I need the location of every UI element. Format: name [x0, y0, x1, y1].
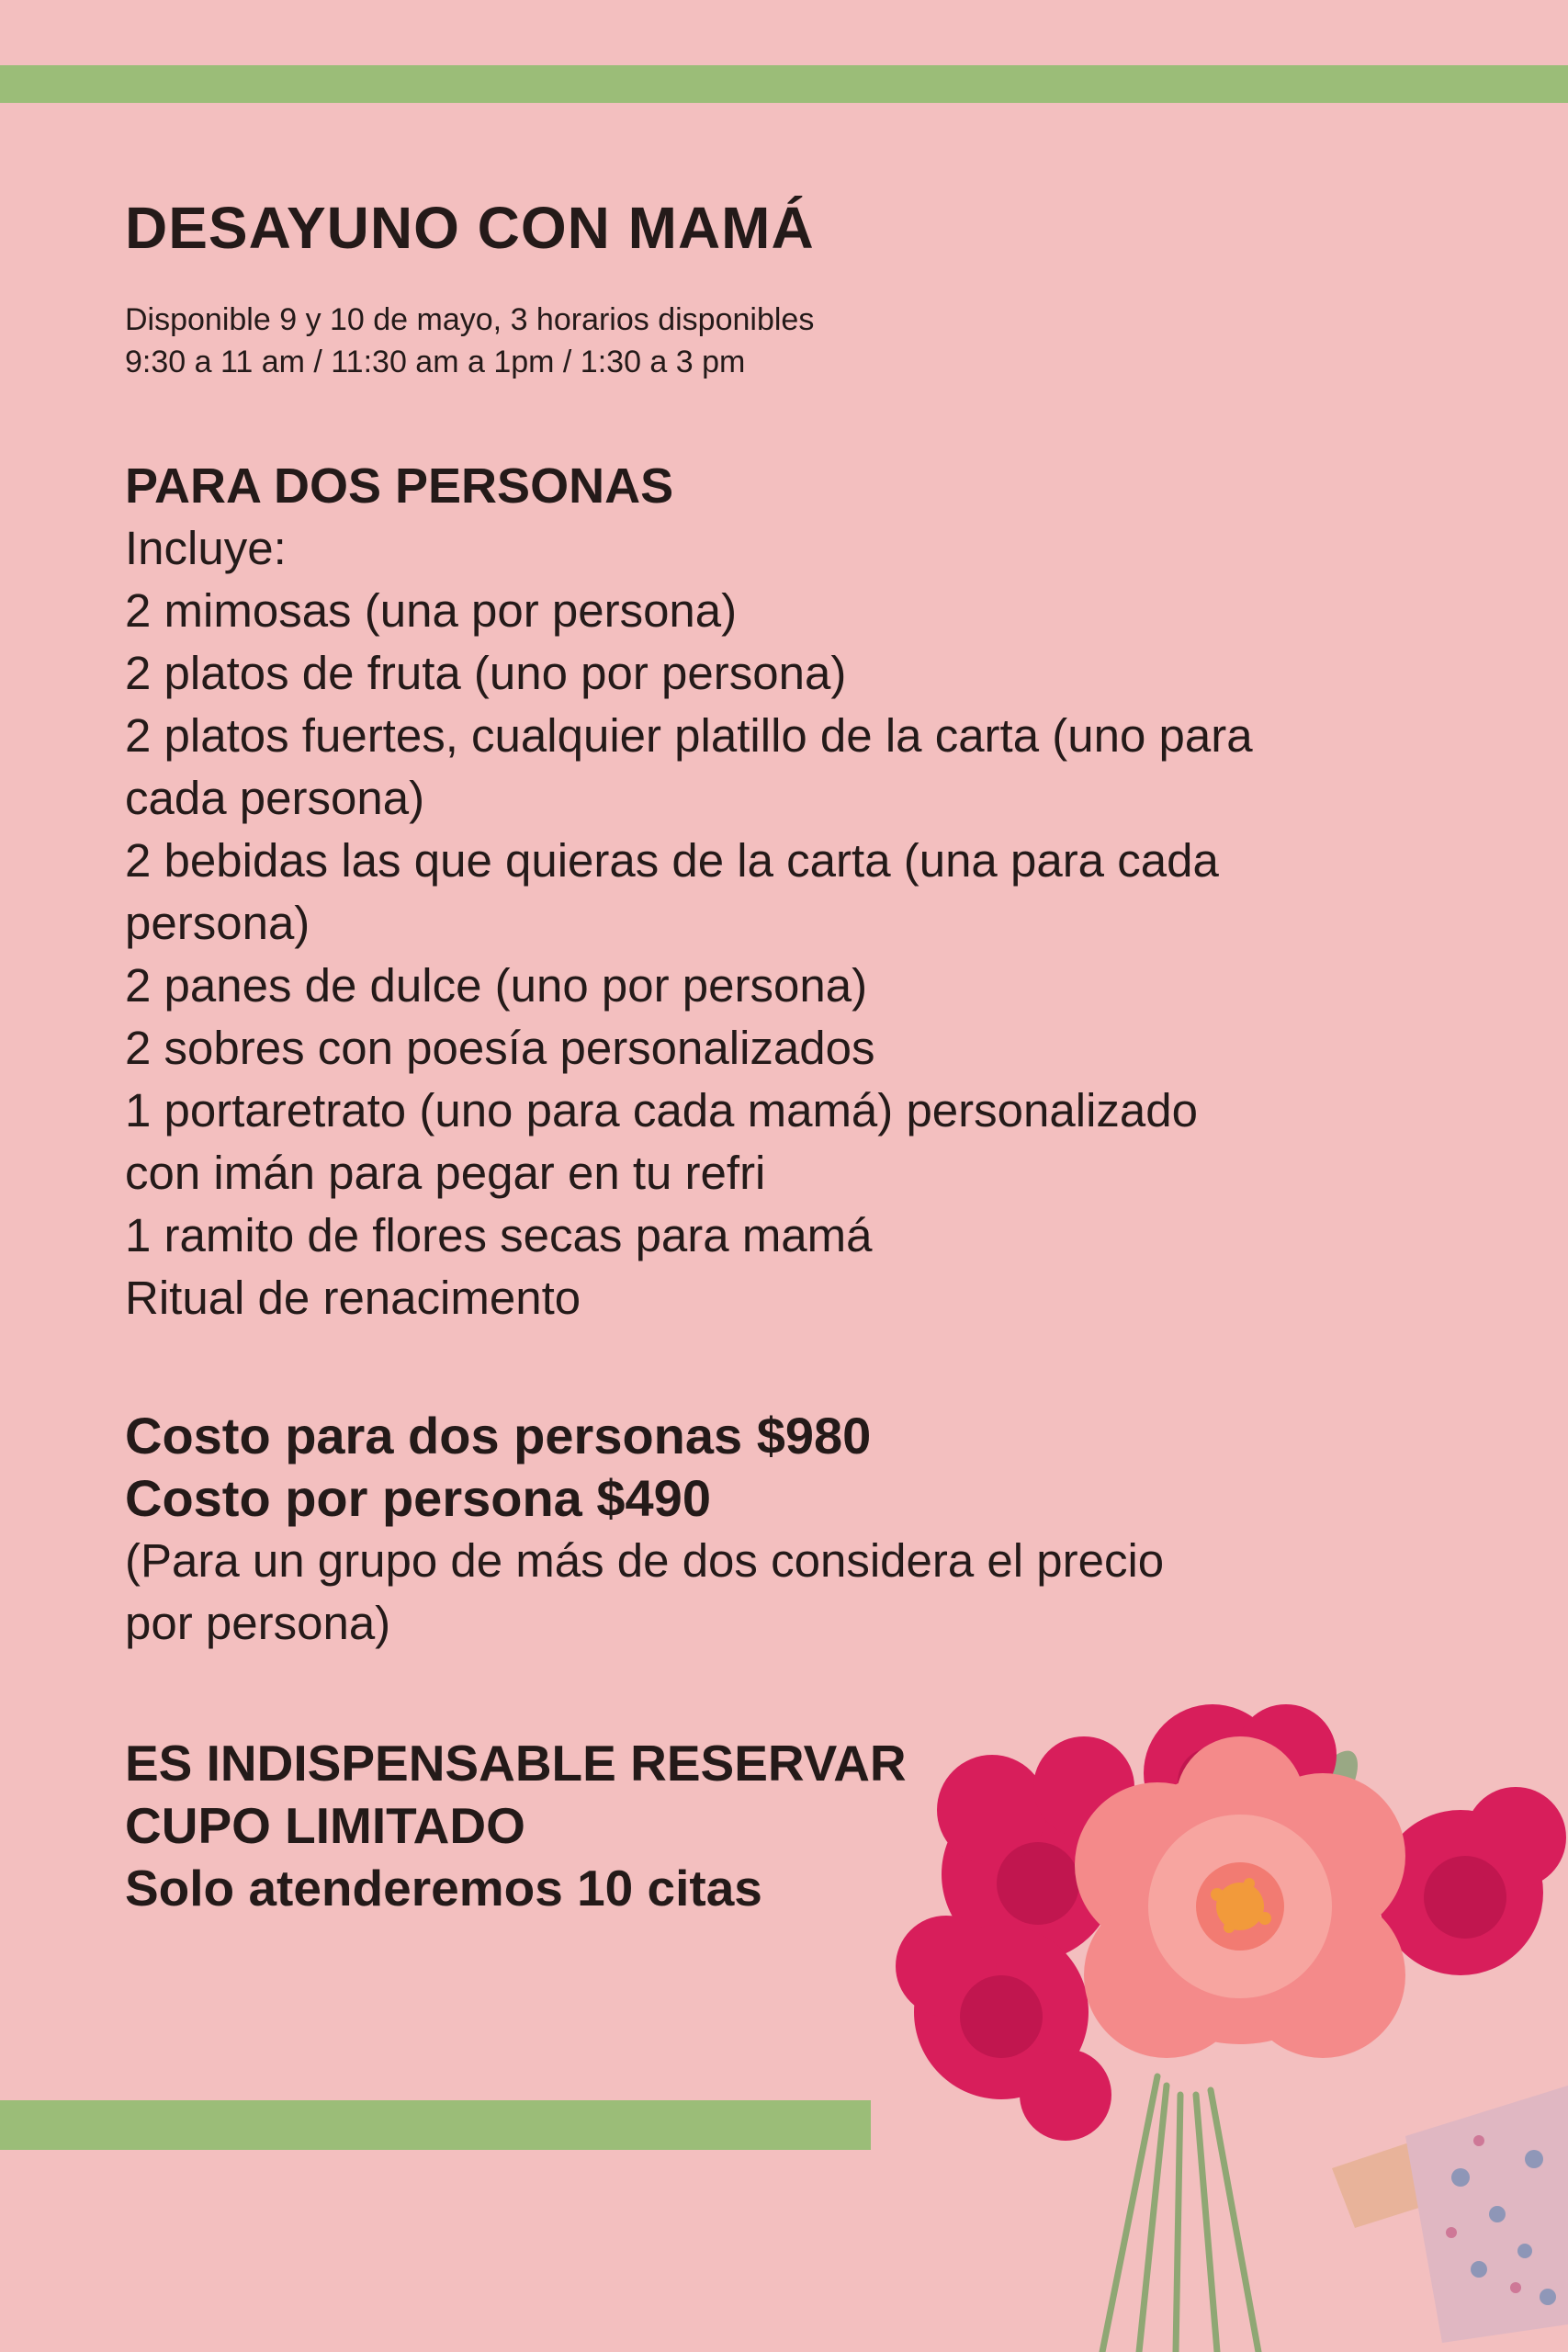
list-item: persona)	[125, 897, 310, 949]
price-two-people: Costo para dos personas $980	[125, 1407, 872, 1464]
availability	[125, 299, 1484, 383]
list-item: 2 panes de dulce (uno por persona)	[125, 959, 868, 1012]
list-item: 2 sobres con poesía personalizados	[125, 1022, 875, 1074]
list-item: con imán para pegar en tu refri	[125, 1147, 766, 1199]
list-item: 2 platos de fruta (uno por persona)	[125, 647, 847, 699]
list-item: 2 bebidas las que quieras de la carta (una para cada	[125, 834, 1219, 887]
notice-line: Solo atenderemos 10 citas	[125, 1860, 762, 1917]
bottom-accent-bar	[0, 2100, 871, 2150]
pricing-note-line: por persona)	[125, 1597, 391, 1649]
availability-times: 9:30 a 11 am / 11:30 am a 1pm / 1:30 a 3 pm	[125, 345, 746, 379]
availability-dates: Disponible 9 y 10 de mayo, 3 horarios disponibles	[125, 302, 815, 337]
list-item: 1 ramito de flores secas para mamá	[125, 1209, 873, 1261]
includes-list	[125, 517, 1484, 1329]
pricing	[125, 1405, 1484, 1655]
list-item: Ritual de renacimento	[125, 1272, 581, 1324]
list-item: 2 platos fuertes, cualquier platillo de la carta (uno para	[125, 709, 1253, 762]
section-title: PARA DOS PERSONAS	[125, 458, 674, 514]
page-title: DESAYUNO CON MAMÁ	[125, 195, 815, 261]
top-accent-bar	[0, 65, 1568, 103]
includes-heading: Incluye:	[125, 522, 287, 574]
pricing-note-line: (Para un grupo de más de dos considera el precio	[125, 1534, 1165, 1587]
list-item: 1 portaretrato (uno para cada mamá) personalizado	[125, 1084, 1198, 1136]
flower-bouquet-illustration	[854, 1700, 1568, 2352]
list-item: 2 mimosas (una por persona)	[125, 584, 738, 637]
flyer-content	[125, 188, 1484, 1919]
list-item: cada persona)	[125, 772, 425, 824]
notice-line: ES INDISPENSABLE RESERVAR	[125, 1735, 907, 1792]
notice-line: CUPO LIMITADO	[125, 1797, 525, 1854]
price-per-person: Costo por persona $490	[125, 1469, 711, 1527]
